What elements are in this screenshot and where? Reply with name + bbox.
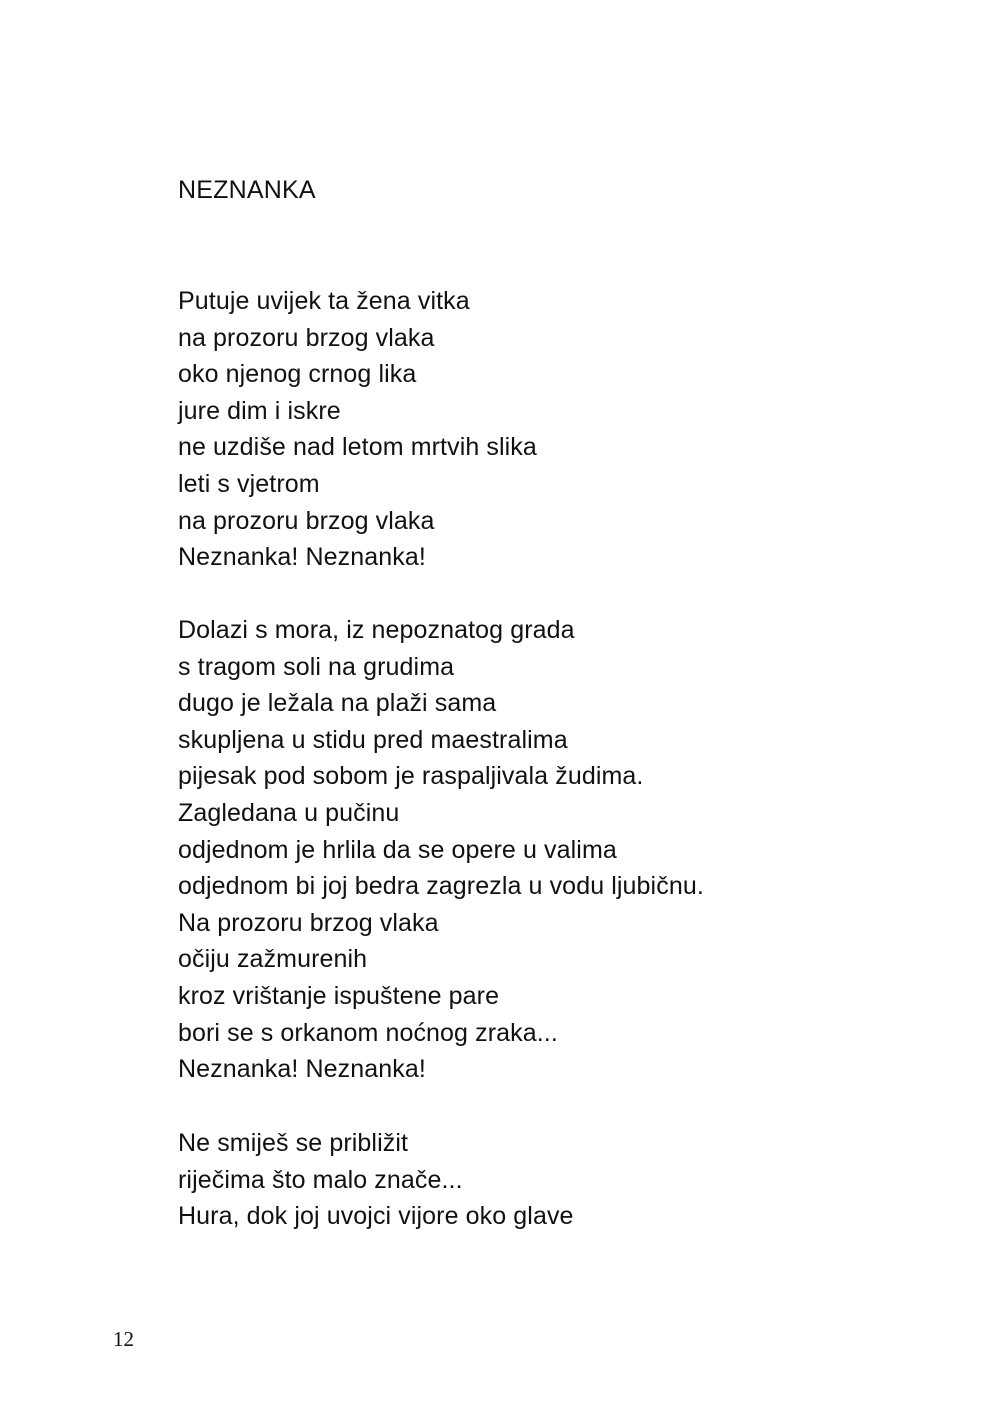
- verse-line: Na prozoru brzog vlaka: [178, 908, 439, 937]
- verse-line: Zagledana u pučinu: [178, 798, 400, 827]
- verse-line: pijesak pod sobom je raspaljivala žudima.: [178, 762, 644, 791]
- page-number: 12: [113, 1327, 134, 1351]
- stanza-2: [178, 612, 704, 1088]
- verse-line: ne uzdiše nad letom mrtvih slika: [178, 433, 537, 462]
- verse-line: Ne smiješ se približit: [178, 1129, 409, 1157]
- verse-line: na prozoru brzog vlaka: [178, 506, 435, 535]
- verse-line: kroz vrištanje ispuštene pare: [178, 981, 500, 1010]
- verse-line: na prozoru brzog vlaka: [178, 323, 435, 352]
- verse-line: odjednom je hrlila da se opere u valima: [178, 835, 617, 864]
- verse-line: jure dim i iskre: [178, 396, 341, 425]
- verse-line: odjednom bi joj bedra zagrezla u vodu ljubičnu.: [178, 872, 704, 901]
- verse-line: riječima što malo znače...: [178, 1165, 463, 1194]
- verse-line: Dolazi s mora, iz nepoznatog grada: [178, 616, 575, 644]
- poem-title: NEZNANKA: [178, 176, 316, 204]
- verse-line: oko njenog crnog lika: [178, 360, 417, 389]
- verse-line: Hura, dok joj uvojci vijore oko glave: [178, 1202, 574, 1231]
- verse-line: s tragom soli na grudima: [178, 652, 455, 681]
- verse-line: očiju zažmurenih: [178, 945, 368, 974]
- verse-line: skupljena u stidu pred maestralima: [178, 725, 568, 754]
- verse-line: dugo je ležala na plaži sama: [178, 689, 497, 718]
- stanza-3: [178, 1125, 574, 1235]
- stanza-1: [178, 283, 537, 576]
- verse-line: leti s vjetrom: [178, 469, 320, 498]
- verse-line: Neznanka! Neznanka!: [178, 1055, 426, 1084]
- verse-line: Neznanka! Neznanka!: [178, 543, 426, 572]
- verse-line: bori se s orkanom noćnog zraka...: [178, 1018, 558, 1047]
- verse-line: Putuje uvijek ta žena vitka: [178, 287, 470, 315]
